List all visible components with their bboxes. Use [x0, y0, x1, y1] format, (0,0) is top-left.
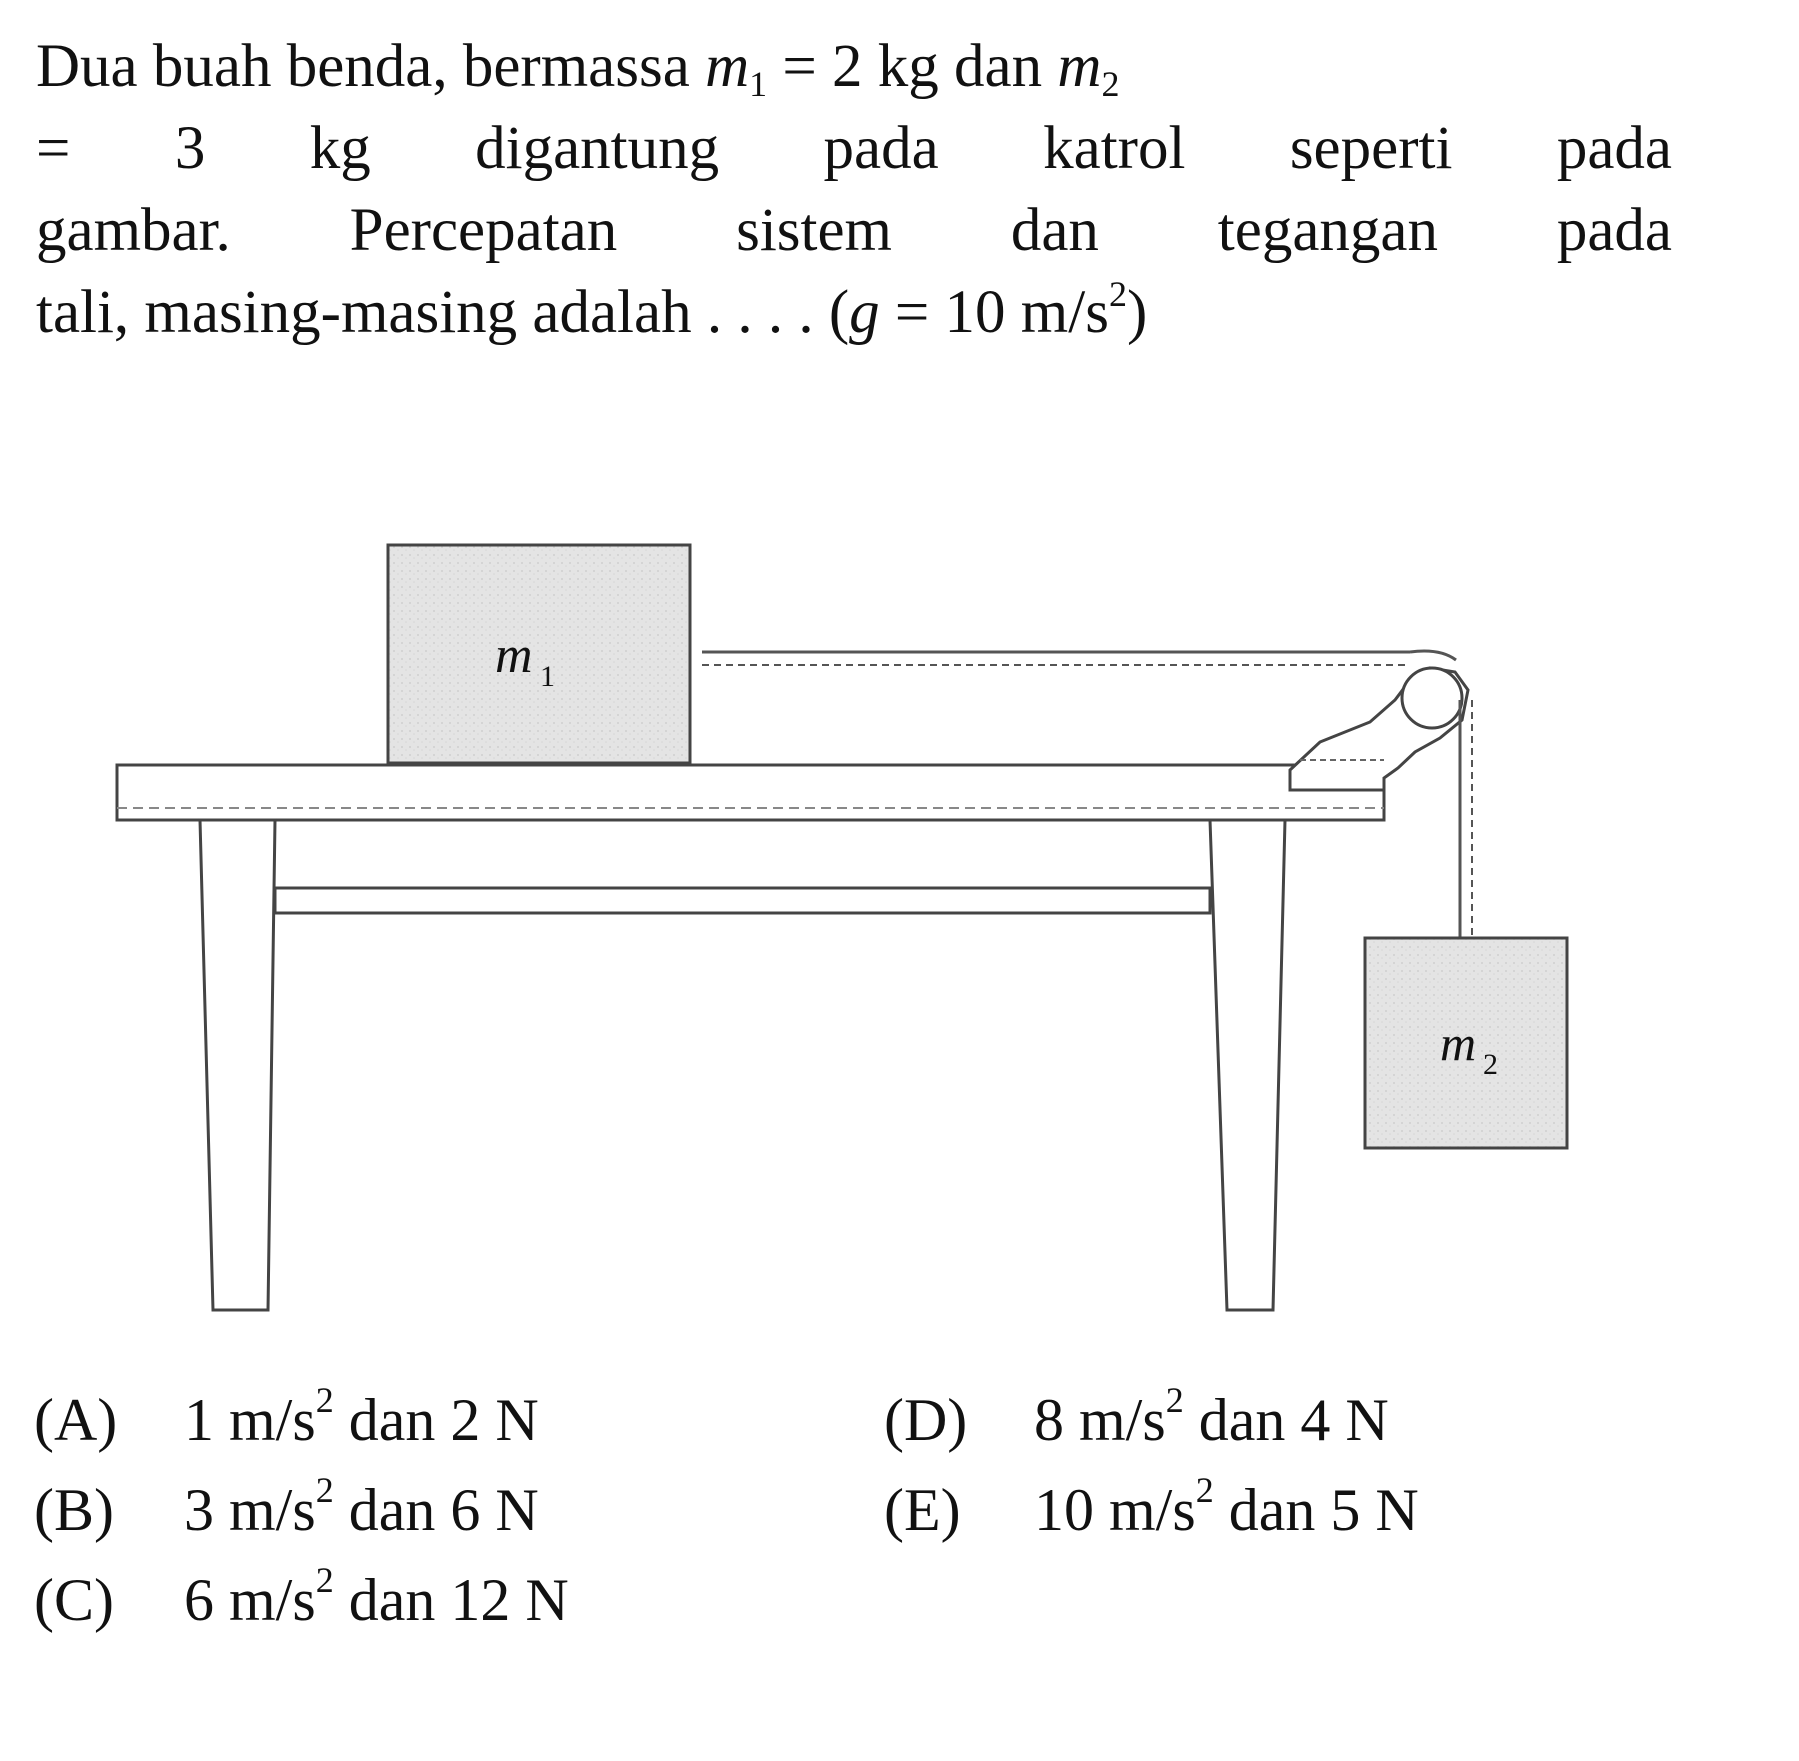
m1-value: = 2 kg dan	[782, 33, 1043, 100]
g-exponent: 2	[1108, 274, 1127, 314]
m1-label: m	[495, 627, 533, 684]
m2-variable: m	[1057, 33, 1102, 100]
option-a-letter: (A)	[34, 1387, 118, 1453]
question-line-3: gambar. Percepatan sistem dan tegangan pada	[36, 197, 1672, 264]
option-e-letter: (E)	[884, 1477, 961, 1543]
question-line-1-text: Dua buah benda, bermassa	[36, 33, 690, 100]
option-c-letter: (C)	[34, 1567, 114, 1633]
m2-label-sub: 2	[1483, 1048, 1498, 1081]
rope-horizontal	[702, 651, 1456, 665]
question-line-4-text: tali, masing-masing adalah . . . . (	[36, 279, 850, 346]
option-b[interactable]	[34, 1465, 539, 1555]
option-e-exp: 2	[1195, 1470, 1214, 1510]
option-c[interactable]	[34, 1555, 569, 1645]
question-line-2: = 3 kg digantung pada katrol seperti pada	[36, 115, 1672, 182]
m2-subscript: 2	[1101, 64, 1120, 104]
option-d-acc: 8 m/s	[1034, 1387, 1166, 1453]
option-d-letter: (D)	[884, 1387, 968, 1453]
option-d-tension: dan 4 N	[1183, 1387, 1389, 1453]
option-e-acc: 10 m/s	[1034, 1477, 1196, 1543]
option-b-letter: (B)	[34, 1477, 114, 1543]
option-d[interactable]	[884, 1375, 1389, 1465]
block-m1	[388, 545, 690, 763]
m1-subscript: 1	[749, 64, 768, 104]
option-b-acc: 3 m/s	[184, 1477, 316, 1543]
option-c-exp: 2	[315, 1560, 334, 1600]
option-d-exp: 2	[1165, 1380, 1184, 1420]
option-a-exp: 2	[315, 1380, 334, 1420]
option-a[interactable]	[34, 1375, 539, 1465]
option-a-acc: 1 m/s	[184, 1387, 316, 1453]
option-c-tension: dan 12 N	[333, 1567, 569, 1633]
g-close-paren: )	[1126, 279, 1148, 346]
table	[117, 765, 1384, 1310]
rope-vertical	[1460, 700, 1472, 940]
option-e-tension: dan 5 N	[1213, 1477, 1419, 1543]
pulley	[1290, 668, 1468, 790]
g-variable: g	[849, 279, 880, 346]
g-value: = 10 m/s	[894, 279, 1109, 346]
m1-variable: m	[705, 33, 750, 100]
block-m2	[1365, 938, 1567, 1148]
m2-label: m	[1440, 1015, 1477, 1071]
option-a-tension: dan 2 N	[333, 1387, 539, 1453]
option-b-tension: dan 6 N	[333, 1477, 539, 1543]
option-e[interactable]	[884, 1465, 1419, 1555]
option-b-exp: 2	[315, 1470, 334, 1510]
option-c-acc: 6 m/s	[184, 1567, 316, 1633]
m1-label-sub: 1	[540, 660, 555, 693]
